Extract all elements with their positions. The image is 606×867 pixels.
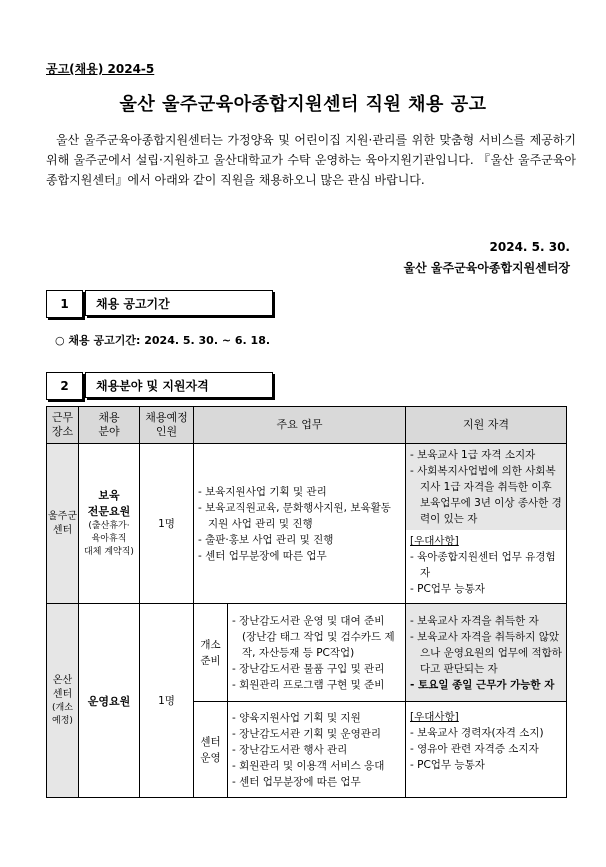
duty-item: - 장난감도서관 물품 구입 및 관리 — [232, 662, 385, 675]
qual-item-saturday: - 토요일 종일 근무가 가능한 자 — [410, 678, 555, 691]
count-cell: 1명 — [140, 444, 194, 604]
duty-item: - 양육지원사업 기획 및 지원 — [232, 711, 361, 724]
page-title: 울산 울주군육아종합지원센터 직원 채용 공고 — [119, 94, 487, 115]
qual-item: - 보육교사 자격을 취득한 자 — [410, 614, 539, 627]
qual-cell — [406, 604, 567, 702]
place-cell: 울주군 센터 — [47, 444, 79, 604]
place-main: 온산 센터 — [52, 674, 73, 700]
intro-paragraph: 울산 울주군육아종합지원센터는 가정양육 및 어린이집 지원·관리를 위한 맞춤형 서비스를 제공하기 위해 울주군에서 설립·지원하고 울산대학교가 수탁 운영하는 육아지원기관입니다. 『울산 울주군육아종합지원센터』에서 아래와 같이 직원을 채용하오니 많은 관심 바랍니다. — [46, 133, 576, 187]
place-cell — [47, 604, 79, 798]
header-duty: 주요 업무 — [194, 407, 406, 444]
duty-item: - 센터 업무분장에 따른 업무 — [198, 549, 327, 562]
qual-item: - 보육교사 1급 자격 소지자 — [410, 449, 536, 461]
count-cell: 1명 — [140, 604, 194, 798]
pref-label: [우대사항] — [410, 711, 459, 723]
duty-item: - 장난감도서관 운영 및 대여 준비 (장난감 태그 작업 및 검수카드 제작, 자산등재 등 PC작업) — [232, 614, 395, 659]
place-sub: (개소 예정) — [52, 702, 73, 726]
duty-item: - 회원관리 프로그램 구현 및 준비 — [232, 678, 385, 691]
subtask-label: 센터 운영 — [194, 702, 228, 798]
duty-item: - 보육교직원교육, 문화행사지원, 보육활동지원 사업 관리 및 진행 — [198, 501, 391, 530]
pref-item: - 육아종합지원센터 업무 유경험자 — [410, 551, 556, 579]
duty-item: - 센터 업무분장에 따른 업무 — [232, 775, 361, 788]
duty-cell — [228, 702, 406, 798]
qual-required — [406, 444, 566, 530]
pref-item: - PC업무 능통자 — [410, 583, 485, 595]
duty-item: - 보육지원사업 기획 및 관리 — [198, 485, 327, 498]
qual-cell — [406, 702, 567, 798]
table-row — [47, 444, 567, 604]
table-header-row — [47, 407, 567, 444]
duty-item: - 출판·홍보 사업 관리 및 진행 — [198, 533, 334, 546]
section-title-2: 채용분야 및 지원자격 — [85, 372, 273, 398]
section-number-2: 2 — [46, 372, 83, 400]
duty-cell — [194, 444, 406, 604]
field-sub: (출산휴가· 육아휴직 대체 계약직) — [84, 521, 134, 557]
pref-item: - PC업무 능통자 — [410, 759, 485, 771]
qual-cell — [406, 444, 567, 604]
subtask-label: 개소 준비 — [194, 604, 228, 702]
header-qual: 지원 자격 — [406, 407, 567, 444]
duty-cell — [228, 604, 406, 702]
field-cell — [79, 444, 140, 604]
field-cell: 운영요원 — [79, 604, 140, 798]
qual-item: - 사회복지사업법에 의한 사회복지사 1급 자격을 취득한 이후 보육업무에 3년 이상 종사한 경력이 있는 자 — [410, 465, 562, 525]
qual-preferred — [406, 530, 566, 597]
notice-date: 2024. 5. 30. — [489, 240, 570, 254]
header-count: 채용예정 인원 — [140, 407, 194, 444]
pref-label: [우대사항] — [410, 535, 459, 547]
field-main: 보육 전문요원 — [87, 489, 131, 518]
qual-item: - 보육교사 자격을 취득하지 않았으나 운영요원의 업무에 적합하다고 판단되는 자 — [410, 630, 562, 675]
notice-number: 공고(채용) 2024-5 — [46, 62, 155, 76]
section-number-1: 1 — [46, 290, 83, 318]
recruitment-table — [46, 406, 567, 798]
duty-item: - 회원관리 및 이용객 서비스 응대 — [232, 759, 385, 772]
duty-item: - 장난감도서관 기획 및 운영관리 — [232, 727, 381, 740]
pref-item: - 보육교사 경력자(자격 소지) — [410, 727, 544, 739]
section-title-1: 채용 공고기간 — [85, 290, 273, 316]
recruitment-period: ○ 채용 공고기간: 2024. 5. 30. ~ 6. 18. — [55, 334, 271, 347]
organization-signature: 울산 울주군육아종합지원센터장 — [403, 261, 570, 275]
header-field: 채용 분야 — [79, 407, 140, 444]
table-row — [47, 604, 567, 702]
duty-item: - 장난감도서관 행사 관리 — [232, 743, 348, 756]
pref-item: - 영유아 관련 자격증 소지자 — [410, 743, 539, 755]
header-place: 근무 장소 — [47, 407, 79, 444]
